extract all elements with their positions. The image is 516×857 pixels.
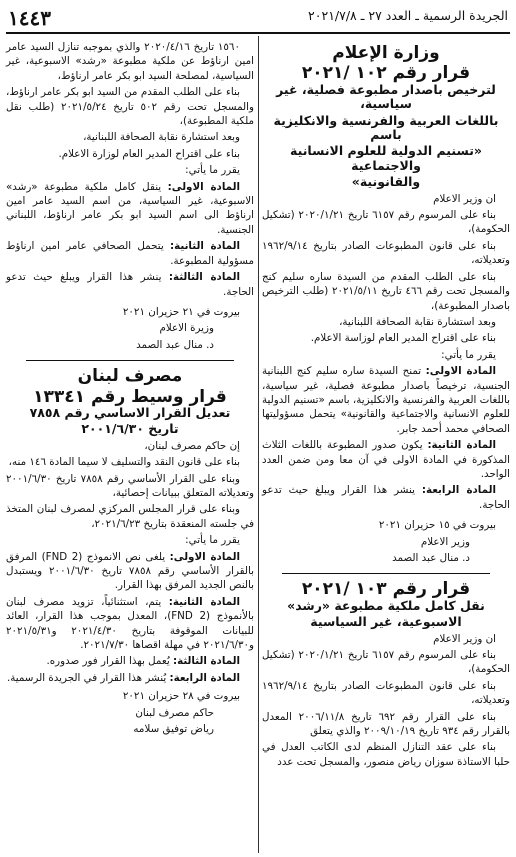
right-column [262, 40, 510, 771]
article [6, 654, 254, 668]
decides-line: يقرر ما يأتي: [441, 348, 496, 361]
preamble-paragraph: ان وزير الاعلام [433, 192, 496, 205]
article-label: المادة الاولى: [425, 365, 496, 378]
article [6, 270, 254, 299]
article-text: ينشر هذا القرار ويبلغ حيث تدعو الحاجة. [262, 484, 510, 511]
column-divider [258, 36, 259, 853]
page-header [6, 6, 510, 34]
signer-name: د. منال عبد الصمد [392, 552, 470, 564]
decision-title-line: والقانونية» [351, 174, 421, 190]
decision-title-line: الاسبوعية، غير السياسية [310, 614, 462, 630]
preamble-paragraph: بناء على عقد التنازل المنظم لدى الكاتب العدل في حلبا الاستاذة سوزان رياض منصور، والمسجل تحت عدد [262, 741, 510, 768]
preamble-paragraph: وبعد استشارة نقابة الصحافة اللبنانية، [339, 315, 496, 328]
signer-name: د. منال عبد الصمد [136, 338, 214, 351]
preamble-paragraph: وبناء على قرار المجلس المركزي لمصرف لبنان المتخذ في جلسته المنعقدة بتاريخ ٢٠٢١/٦/٢٣، [6, 503, 254, 530]
decides-line: يقرر ما يأتي: [185, 164, 240, 177]
article-label: المادة الرابعة: [169, 671, 240, 684]
signer-name: رياض توفيق سلامه [133, 723, 214, 736]
article-text: يُعمل بهذا القرار فور صدوره. [46, 655, 173, 668]
preamble-paragraph: بناء على قانون النقد والتسليف لا سيما المادة ١٤٦ منه، [8, 456, 240, 469]
decision-13341 [6, 386, 255, 737]
decision-103-continued [6, 40, 254, 352]
article-text: يتم، استثنائياً، تزويد مصرف لبنان بالأنموذج (FND 2)، المعدل بموجب هذا القرار، العائد للبيانات الموقوفة بتاريخ ٢٠٢١/٤/٣٠ و٢٠٢١/٥/٣١ و٢٠٢١/٦/٣٠ في مهلة اقصاها ٢٠٢١/٧/٣٠. [6, 595, 255, 652]
article-text: تمنح السيدة ساره سليم كنج اللبنانية الجنسية، ترخيصاً باصدار مطبوعة فصلية، غير سياسية، باللغات العربية والفرنسية والانكليزية، باسم «تسنيم الدولية للعلوم الانسانية والاجتماعية والقانونية» يتحمل مسؤوليتها الصحافي محمد أحمد جابر. [262, 365, 510, 435]
decision-number: قرار رقم ١٠٣ /٢٠٢١ [301, 579, 471, 600]
article-text: ينقل كامل ملكية مطبوعة «رشد» الاسبوعية، غير السياسية، من اسم السيد عامر امين ارناؤط الى اسم السيد ابو بكر عامر ارناؤط، اللبناني الجنسية. [6, 180, 254, 236]
left-column [6, 40, 254, 738]
signer-title: وزيرة الاعلام [159, 322, 214, 335]
preamble-paragraph: وبناء على القرار الأساسي رقم ٧٨٥٨ تاريخ ٢٠٠١/٦/٣٠ وتعديلاته المتعلق ببيانات إحصائية، [6, 472, 254, 499]
article [262, 483, 510, 512]
article [6, 595, 254, 653]
preamble-paragraph: بناء على الطلب المقدم من السيد ابو بكر عامر ارناؤط، والمسجل تحت رقم ٥٠٢ تاريخ ٢٠٢١/٥/٢٤ (طلب نقل ملكية المطبوعة)، [6, 86, 254, 128]
article-label: المادة الثالثة: [172, 655, 240, 668]
article-label: المادة الثانية: [427, 439, 496, 452]
preamble-paragraph: وبعد استشارة نقابة الصحافة اللبنانية، [83, 131, 240, 144]
article-label: المادة الثالثة: [168, 271, 240, 284]
decision-number: قرار وسيط رقم ١٣٣٤١ [33, 386, 227, 407]
preamble-paragraph: ان وزير الاعلام [433, 632, 496, 645]
preamble-paragraph: بناء على الطلب المقدم من السيدة ساره سليم كنج والمسجل تحت رقم ٤٦٦ تاريخ ٢٠٢١/٥/١١ (طلب الترخيص باصدار المطبوعة)، [262, 270, 510, 312]
article [6, 550, 254, 593]
signer-title: وزير الاعلام [420, 535, 470, 548]
gazette-issue-line: الجريدة الرسمية ـ العدد ٢٧ ـ ٢٠٢١/٧/٨ [308, 8, 508, 23]
article-label: المادة الاولى: [169, 550, 240, 563]
bank-heading: مصرف لبنان [77, 366, 183, 387]
article [6, 239, 254, 268]
decision-title-line: تاريخ ٢٠٠١/٦/٣٠ [81, 421, 179, 437]
preamble-paragraph: بناء على المرسوم رقم ٦١٥٧ تاريخ ٢٠٢٠/١/٢١ (تشكيل الحكومة)، [262, 209, 510, 236]
preamble-paragraph: إن حاكم مصرف لبنان، [144, 439, 240, 452]
preamble-paragraph: ١٥٦٠ تاريخ ٢٠٢٠/٤/١٦ والذي بموجبه تنازل السيد عامر امين ارناؤط عن ملكية مطبوعة «رشد» الاسبوعية، غير السياسية، لمصلحة السيد ابو بكر عامر ارناؤط، [6, 41, 254, 82]
decision-title-line: نقل كامل ملكية مطبوعة «رشد» [287, 597, 485, 613]
signing-date: بيروت في ١٥ حزيران ٢٠٢١ [378, 519, 496, 532]
decision-title-line: باللغات العربية والفرنسية والانكليزية باسم [273, 112, 499, 143]
section-divider [26, 360, 234, 361]
signing-date: بيروت في ٢١ حزيران ٢٠٢١ [122, 305, 240, 318]
article [6, 671, 254, 685]
preamble-paragraph: بناء على اقتراح المدير العام لوزارة الاعلام. [58, 147, 240, 160]
decision-title-line: «تسنيم الدولية للعلوم الانسانية والاجتماعية [290, 143, 482, 173]
decision-title-line: تعديل القرار الاساسي رقم ٧٨٥٨ [29, 404, 231, 420]
article-text: ينشر هذا القرار ويبلغ حيث تدعو الحاجة. [6, 271, 254, 298]
decision-number: قرار رقم ١٠٢ /٢٠٢١ [301, 63, 471, 84]
preamble-paragraph: بناء على قانون المطبوعات الصادر بتاريخ ١٩٦٢/٩/١٤ وتعديلاته، [262, 679, 510, 707]
article [262, 364, 510, 436]
decision-103 [262, 579, 510, 769]
article-text: يكون صدور المطبوعة باللغات الثلاث المذكورة في المادة الاولى في آن معا ومن ضمن العدد الواحد. [262, 439, 510, 480]
article-text: يُنشر هذا القرار في الجريدة الرسمية. [6, 671, 170, 684]
article-label: المادة الثانية: [170, 240, 240, 253]
article-text: يلغى نص الانموذج (FND 2) المرفق بالقرار الأساسي رقم ٧٨٥٨ تاريخ ٢٠٠١/٦/٣٠ ويستبدل بالنص الجديد المرفق بهذا القرار. [6, 550, 254, 592]
decides-line: يقرر ما يأتي: [185, 534, 240, 547]
signer-title: حاكم مصرف لبنان [135, 706, 214, 719]
article [6, 180, 254, 238]
section-divider [282, 573, 490, 574]
decision-102 [262, 63, 510, 565]
ministry-heading: وزارة الإعلام [332, 43, 440, 63]
article-label: المادة الاولى: [167, 180, 240, 193]
page-number: ١٤٤٣ [8, 6, 51, 30]
preamble-paragraph: بناء على المرسوم رقم ٦١٥٧ تاريخ ٢٠٢٠/١/٢١ (تشكيل الحكومة)، [262, 649, 510, 676]
preamble-paragraph: بناء على قانون المطبوعات الصادر بتاريخ ١٩٦٢/٩/١٤ وتعديلاته، [262, 239, 510, 267]
article-text: يتحمل الصحافي عامر امين ارناؤط مسؤولية المطبوعة. [6, 240, 254, 267]
preamble-paragraph: بناء على القرار رقم ٦٩٢ تاريخ ٢٠٠٦/١١/٨ المعدل بالقرار رقم ٩٣٤ تاريخ ٢٠٠٩/١٠/١٩ والذي يتعلق [262, 710, 510, 738]
article-label: المادة الرابعة: [421, 484, 496, 497]
decision-title-line: لترخيص باصدار مطبوعة فصلية، غير سياسية، [276, 81, 496, 112]
article-label: المادة الثانية: [168, 595, 240, 608]
preamble-paragraph: بناء على اقتراح المدير العام لوزاسة الاعلام. [310, 332, 496, 345]
article [262, 438, 510, 481]
signing-date: بيروت في ٢٨ حزيران ٢٠٢١ [122, 690, 240, 703]
